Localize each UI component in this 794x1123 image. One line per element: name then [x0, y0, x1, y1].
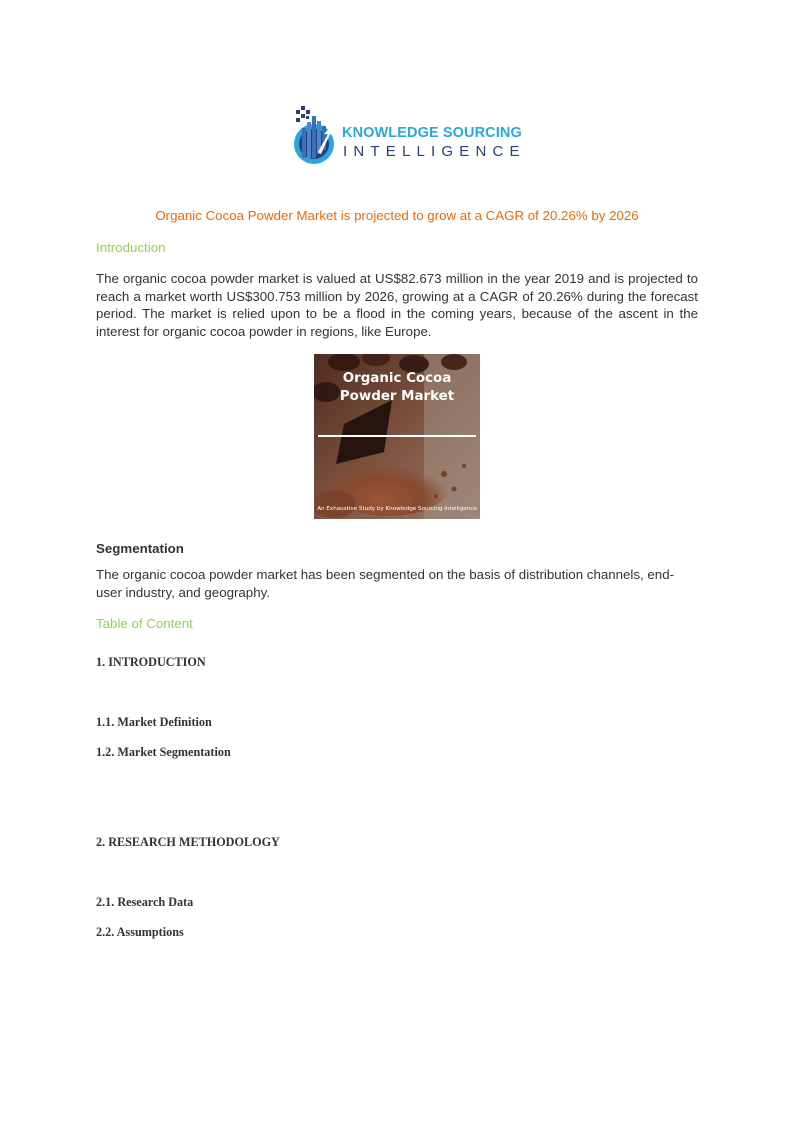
introduction-body: The organic cocoa powder market is valued at US$82.673 million in the year 2019 and is projected to reach a market worth US$300.753 million by 2026, growing at a CAGR of 20.26% during the forecast period. The market is relied upon to be a flood in the coming years, because of the ascent in the interest for organic cocoa powder in regions, like Europe. — [96, 271, 698, 339]
logo-text-line1: KNOWLEDGE SOURCING — [342, 125, 522, 141]
logo-text-line2: INTELLIGENCE — [343, 143, 526, 160]
toc-item: 1. INTRODUCTION — [96, 655, 206, 669]
introduction-heading: Introduction — [96, 240, 166, 255]
report-title: Organic Cocoa Powder Market is projected to grow at a CAGR of 20.26% by 2026 — [155, 208, 639, 223]
cover-divider — [318, 435, 476, 437]
segmentation-heading: Segmentation — [96, 541, 184, 556]
company-logo — [290, 104, 526, 166]
toc-item: 2. RESEARCH METHODOLOGY — [96, 835, 280, 849]
cover-title: Organic Cocoa Powder Market — [339, 371, 455, 404]
toc-item: 1.2. Market Segmentation — [96, 745, 231, 759]
toc-item: 2.1. Research Data — [96, 895, 194, 909]
toc-item: 1.1. Market Definition — [96, 715, 212, 729]
logo-mark-icon — [290, 104, 342, 166]
toc-item: 2.2. Assumptions — [96, 925, 184, 939]
toc-heading: Table of Content — [96, 616, 193, 631]
cover-image — [314, 354, 480, 519]
segmentation-body: The organic cocoa powder market has been segmented on the basis of distribution channels, end-user industry, and geography. — [96, 567, 675, 600]
cover-caption: An Exhaustive Study by Knowledge Sourcing Intelligence — [317, 506, 477, 512]
